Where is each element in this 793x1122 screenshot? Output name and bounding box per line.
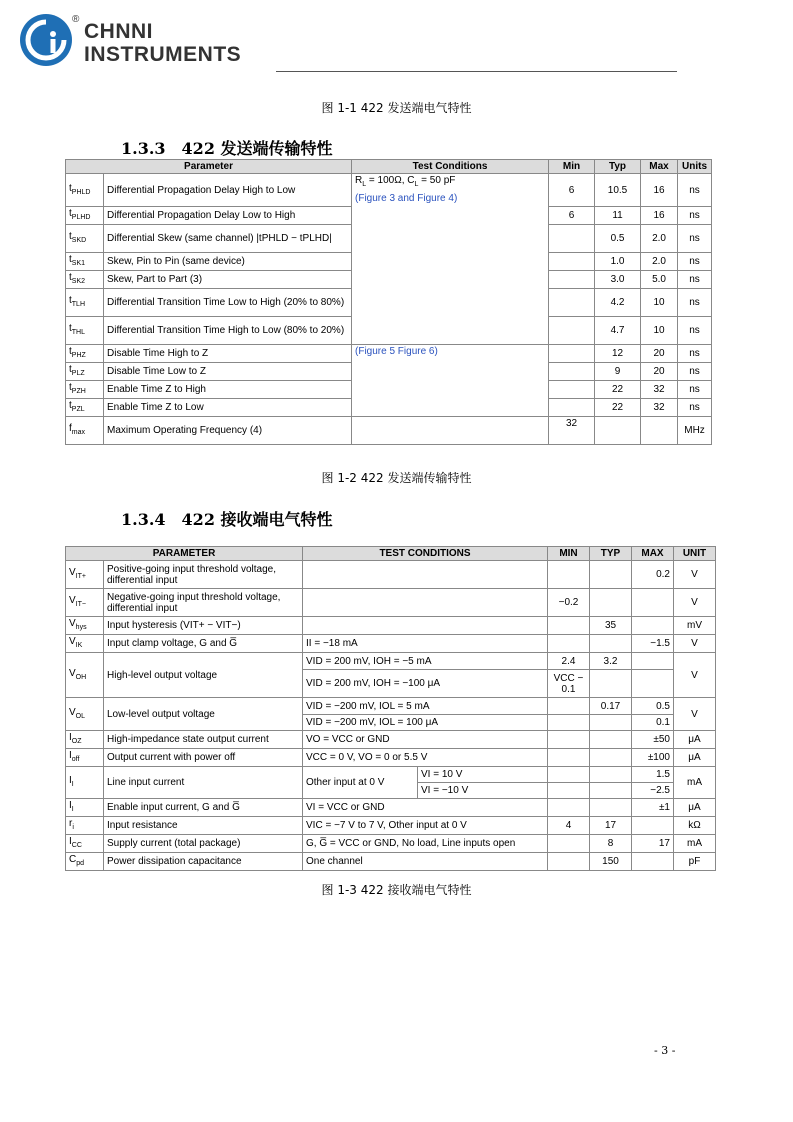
unit-cell: μA xyxy=(674,799,716,817)
column-header: Test Conditions xyxy=(352,160,549,174)
table-row xyxy=(66,835,716,853)
symbol-cell: $t_{PHLD}$ xyxy=(66,174,104,207)
max-cell xyxy=(632,589,674,617)
table-header-row xyxy=(66,160,712,174)
max-cell xyxy=(632,853,674,871)
table-row xyxy=(66,853,716,871)
parameter-cell: Power dissipation capacitance xyxy=(104,853,303,871)
table-row xyxy=(66,345,712,363)
table-row xyxy=(66,561,716,589)
min-cell xyxy=(548,783,590,799)
conditions-cell: VIC = −7 V to 7 V, Other input at 0 V xyxy=(303,817,548,835)
unit-cell: ns xyxy=(678,363,712,381)
typ-cell: 10.5 xyxy=(595,174,641,207)
unit-cell: V xyxy=(674,589,716,617)
typ-cell xyxy=(590,767,632,783)
max-cell xyxy=(641,417,678,445)
min-cell xyxy=(548,561,590,589)
figure-caption-3: 图 1-3 422 接收端电气特性 xyxy=(321,883,472,897)
conditions-cell xyxy=(303,589,548,617)
parameter-cell: Skew, Pin to Pin (same device) xyxy=(104,253,352,271)
max-cell: 20 xyxy=(641,345,678,363)
typ-cell: 8 xyxy=(590,835,632,853)
min-cell xyxy=(548,853,590,871)
parameter-cell: Supply current (total package) xyxy=(104,835,303,853)
max-cell: 2.0 xyxy=(641,253,678,271)
parameter-cell: High-impedance state output current xyxy=(104,731,303,749)
min-cell xyxy=(549,225,595,253)
logo-text-line2: INSTRUMENTS xyxy=(84,43,242,66)
conditions-cell: VID = 200 mV, IOH = −5 mA xyxy=(303,653,548,670)
conditions-cell: G, G̅ = VCC or GND, No load, Line inputs open xyxy=(303,835,548,853)
table-row xyxy=(66,653,716,670)
section-title: 422 发送端传输特性 xyxy=(181,139,333,158)
conditions-cell: $R_L = 100\Omega$, $C_L = 50$ pF (Figure 3 and Figure 4) xyxy=(352,174,549,345)
unit-cell: ns xyxy=(678,399,712,417)
unit-cell: mA xyxy=(674,767,716,799)
typ-cell xyxy=(590,715,632,731)
min-cell xyxy=(548,767,590,783)
min-cell xyxy=(549,345,595,363)
max-cell xyxy=(632,670,674,698)
unit-cell: ns xyxy=(678,381,712,399)
parameter-cell: Input resistance xyxy=(104,817,303,835)
parameter-cell: High-level output voltage xyxy=(104,653,303,698)
max-cell: 1.5 xyxy=(632,767,674,783)
parameter-cell: Positive-going input threshold voltage, differential input xyxy=(104,561,303,589)
min-cell: 4 xyxy=(548,817,590,835)
typ-cell: 150 xyxy=(590,853,632,871)
max-cell: ±50 xyxy=(632,731,674,749)
page-number: - 3 - xyxy=(654,1044,676,1057)
header-rule xyxy=(276,71,677,72)
parameter-cell: Line input current xyxy=(104,767,303,799)
typ-cell: 4.2 xyxy=(595,289,641,317)
unit-cell: ns xyxy=(678,253,712,271)
conditions-cell: VID = −200 mV, IOL = 100 μA xyxy=(303,715,548,731)
max-cell: 0.1 xyxy=(632,715,674,731)
min-cell xyxy=(549,253,595,271)
max-cell: 32 xyxy=(641,381,678,399)
max-cell xyxy=(632,617,674,635)
min-cell: VCC − 0.1 xyxy=(548,670,590,698)
typ-cell xyxy=(590,799,632,817)
column-header: TYP xyxy=(590,547,632,561)
max-cell: ±100 xyxy=(632,749,674,767)
typ-cell: 3.0 xyxy=(595,271,641,289)
logo-emblem-icon xyxy=(20,14,72,66)
table-row xyxy=(66,767,716,783)
typ-cell: 1.0 xyxy=(595,253,641,271)
unit-cell: ns xyxy=(678,174,712,207)
parameter-cell: Differential Skew (same channel) |tPHLD − tPLHD| xyxy=(104,225,352,253)
figure-caption-2: 图 1-2 422 发送端传输特性 xyxy=(321,471,472,485)
unit-cell: kΩ xyxy=(674,817,716,835)
conditions-cell xyxy=(303,617,548,635)
symbol-cell: $t_{PZL}$ xyxy=(66,399,104,417)
conditions-cell: Other input at 0 V xyxy=(303,767,418,799)
sub-condition-cell: VI = 10 V xyxy=(418,767,548,783)
parameter-cell: Disable Time Low to Z xyxy=(104,363,352,381)
symbol-cell: $V_{OH}$ xyxy=(66,653,104,698)
unit-cell: MHz xyxy=(678,417,712,445)
symbol-cell: $f_{max}$ xyxy=(66,417,104,445)
table-row xyxy=(66,589,716,617)
max-cell: 0.5 xyxy=(632,698,674,715)
unit-cell: mA xyxy=(674,835,716,853)
symbol-cell: $t_{SKD}$ xyxy=(66,225,104,253)
symbol-cell: $V_{IT+}$ xyxy=(66,561,104,589)
typ-cell: 22 xyxy=(595,399,641,417)
conditions-cell xyxy=(352,417,549,445)
conditions-cell: VI = VCC or GND xyxy=(303,799,548,817)
parameter-cell: Skew, Part to Part (3) xyxy=(104,271,352,289)
unit-cell: μA xyxy=(674,731,716,749)
table-row xyxy=(66,617,716,635)
figure-reference: (Figure 5 Figure 6) xyxy=(355,346,438,357)
typ-cell xyxy=(590,749,632,767)
min-cell: 6 xyxy=(549,207,595,225)
table-row xyxy=(66,799,716,817)
parameter-cell: Differential Transition Time Low to High (20% to 80%) xyxy=(104,289,352,317)
min-cell xyxy=(549,317,595,345)
parameter-cell: Low-level output voltage xyxy=(104,698,303,731)
conditions-cell: II = −18 mA xyxy=(303,635,548,653)
max-cell xyxy=(632,653,674,670)
conditions-cell: One channel xyxy=(303,853,548,871)
symbol-cell: $t_{THL}$ xyxy=(66,317,104,345)
unit-cell: ns xyxy=(678,317,712,345)
parameter-cell: Input clamp voltage, G and G̅ xyxy=(104,635,303,653)
conditions-cell xyxy=(303,561,548,589)
min-cell xyxy=(549,271,595,289)
symbol-cell: $V_{IT-}$ xyxy=(66,589,104,617)
typ-cell xyxy=(590,561,632,589)
table-row xyxy=(66,635,716,653)
table-row xyxy=(66,417,712,445)
parameter-cell: Differential Propagation Delay Low to High xyxy=(104,207,352,225)
typ-cell xyxy=(590,589,632,617)
parameter-cell: Differential Transition Time High to Low (80% to 20%) xyxy=(104,317,352,345)
parameter-cell: Enable input current, G and G̅ xyxy=(104,799,303,817)
typ-cell: 0.17 xyxy=(590,698,632,715)
symbol-cell: $I_{OZ}$ xyxy=(66,731,104,749)
max-cell: 17 xyxy=(632,835,674,853)
max-cell: 32 xyxy=(641,399,678,417)
min-cell xyxy=(548,749,590,767)
parameter-cell: Disable Time High to Z xyxy=(104,345,352,363)
section-number: 1.3.4 xyxy=(121,510,166,529)
section-number: 1.3.3 xyxy=(121,139,166,158)
symbol-cell: $t_{PLZ}$ xyxy=(66,363,104,381)
min-cell xyxy=(548,799,590,817)
unit-cell: V xyxy=(674,635,716,653)
column-header: Units xyxy=(678,160,712,174)
unit-cell: V xyxy=(674,653,716,698)
logo-text-line1: CHNNI xyxy=(84,20,153,43)
typ-cell: 22 xyxy=(595,381,641,399)
min-cell: −0.2 xyxy=(548,589,590,617)
symbol-cell: $V_{hys}$ xyxy=(66,617,104,635)
table-row xyxy=(66,817,716,835)
typ-cell: 9 xyxy=(595,363,641,381)
typ-cell xyxy=(590,731,632,749)
symbol-cell: $I_I$ xyxy=(66,767,104,799)
unit-cell: V xyxy=(674,561,716,589)
typ-cell: 35 xyxy=(590,617,632,635)
typ-cell: 4.7 xyxy=(595,317,641,345)
typ-cell xyxy=(590,635,632,653)
max-cell: 20 xyxy=(641,363,678,381)
section-heading-1-3-3 xyxy=(121,136,333,159)
unit-cell: ns xyxy=(678,225,712,253)
unit-cell: V xyxy=(674,698,716,731)
max-cell: −2.5 xyxy=(632,783,674,799)
min-cell xyxy=(548,635,590,653)
symbol-cell: $t_{SK2}$ xyxy=(66,271,104,289)
max-cell xyxy=(632,817,674,835)
column-header: UNIT xyxy=(674,547,716,561)
parameter-cell: Maximum Operating Frequency (4) xyxy=(104,417,352,445)
max-cell: 5.0 xyxy=(641,271,678,289)
column-header: PARAMETER xyxy=(66,547,303,561)
typ-cell: 3.2 xyxy=(590,653,632,670)
typ-cell xyxy=(590,670,632,698)
symbol-cell: $V_{OL}$ xyxy=(66,698,104,731)
min-cell xyxy=(549,399,595,417)
symbol-cell: $I_{CC}$ xyxy=(66,835,104,853)
max-cell: 16 xyxy=(641,207,678,225)
min-cell xyxy=(549,363,595,381)
max-cell: ±1 xyxy=(632,799,674,817)
symbol-cell: $I_{off}$ xyxy=(66,749,104,767)
min-cell xyxy=(549,289,595,317)
conditions-cell: VCC = 0 V, VO = 0 or 5.5 V xyxy=(303,749,548,767)
symbol-cell: $I_I$ xyxy=(66,799,104,817)
column-header: Typ xyxy=(595,160,641,174)
min-cell xyxy=(548,835,590,853)
unit-cell: ns xyxy=(678,207,712,225)
symbol-cell: $t_{PLHD}$ xyxy=(66,207,104,225)
table-row xyxy=(66,174,712,207)
section-heading-1-3-4 xyxy=(121,507,333,530)
typ-cell xyxy=(595,417,641,445)
parameter-cell: Negative-going input threshold voltage, differential input xyxy=(104,589,303,617)
table-header-row xyxy=(66,547,716,561)
max-cell: 10 xyxy=(641,289,678,317)
symbol-cell: $t_{PZH}$ xyxy=(66,381,104,399)
max-cell: 16 xyxy=(641,174,678,207)
table-row xyxy=(66,731,716,749)
typ-cell: 17 xyxy=(590,817,632,835)
column-header: MAX xyxy=(632,547,674,561)
registered-mark: ® xyxy=(72,14,80,25)
typ-cell: 12 xyxy=(595,345,641,363)
max-cell: 0.2 xyxy=(632,561,674,589)
typ-cell: 11 xyxy=(595,207,641,225)
typ-cell xyxy=(590,783,632,799)
section-title: 422 接收端电气特性 xyxy=(181,510,333,529)
table-row xyxy=(66,698,716,715)
column-header: Min xyxy=(549,160,595,174)
symbol-cell: $t_{TLH}$ xyxy=(66,289,104,317)
max-cell: −1.5 xyxy=(632,635,674,653)
min-cell xyxy=(548,715,590,731)
unit-cell: pF xyxy=(674,853,716,871)
symbol-cell: $t_{PHZ}$ xyxy=(66,345,104,363)
unit-cell: mV xyxy=(674,617,716,635)
min-cell xyxy=(548,698,590,715)
min-cell xyxy=(549,381,595,399)
unit-cell: μA xyxy=(674,749,716,767)
unit-cell: ns xyxy=(678,345,712,363)
parameter-cell: Input hysteresis (VIT+ − VIT−) xyxy=(104,617,303,635)
min-cell: 2.4 xyxy=(548,653,590,670)
unit-cell: ns xyxy=(678,289,712,317)
parameter-cell: Differential Propagation Delay High to Low xyxy=(104,174,352,207)
transmitter-switching-table xyxy=(65,159,712,445)
column-header: TEST CONDITIONS xyxy=(303,547,548,561)
figure-caption-1: 图 1-1 422 发送端电气特性 xyxy=(321,101,472,115)
symbol-cell: $V_{IK}$ xyxy=(66,635,104,653)
parameter-cell: Output current with power off xyxy=(104,749,303,767)
symbol-cell: $r_i$ xyxy=(66,817,104,835)
conditions-cell: VID = −200 mV, IOL = 5 mA xyxy=(303,698,548,715)
column-header: Parameter xyxy=(66,160,352,174)
conditions-cell xyxy=(352,345,549,417)
symbol-cell: $C_{pd}$ xyxy=(66,853,104,871)
column-header: Max xyxy=(641,160,678,174)
min-cell: 32 xyxy=(549,417,595,445)
parameter-cell: Enable Time Z to Low xyxy=(104,399,352,417)
conditions-cell: VO = VCC or GND xyxy=(303,731,548,749)
table-row xyxy=(66,749,716,767)
receiver-electrical-table xyxy=(65,546,716,871)
parameter-cell: Enable Time Z to High xyxy=(104,381,352,399)
typ-cell: 0.5 xyxy=(595,225,641,253)
conditions-cell: VID = 200 mV, IOH = −100 μA xyxy=(303,670,548,698)
sub-condition-cell: VI = −10 V xyxy=(418,783,548,799)
min-cell: 6 xyxy=(549,174,595,207)
max-cell: 2.0 xyxy=(641,225,678,253)
min-cell xyxy=(548,731,590,749)
unit-cell: ns xyxy=(678,271,712,289)
column-header: MIN xyxy=(548,547,590,561)
min-cell xyxy=(548,617,590,635)
symbol-cell: $t_{SK1}$ xyxy=(66,253,104,271)
max-cell: 10 xyxy=(641,317,678,345)
